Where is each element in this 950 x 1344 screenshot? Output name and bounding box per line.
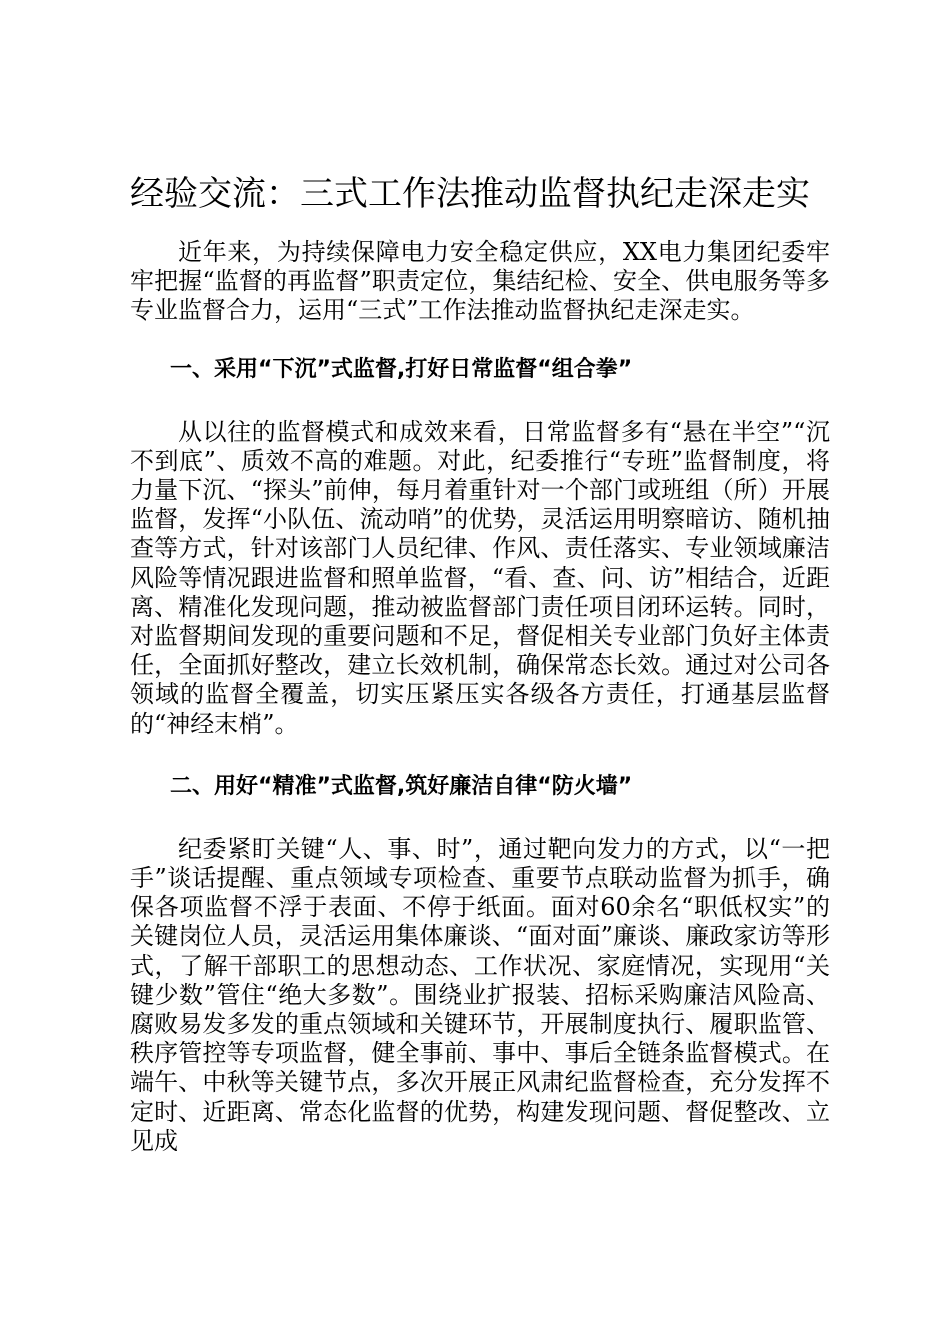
section-2-heading: 二、用好“精准”式监督,筑好廉洁自律“防火墙” — [170, 773, 633, 799]
section-1-body: 从以往的监督模式和成效来看，日常监督多有“悬在半空”“沉不到底”、质效不高的难题。对此，纪委推行“专班”监督制度，将力量下沉、“探头”前伸，每月着重针对一个部门或班组（所）开展监督，发挥“小队伍、流动哨”的优势，灵活运用明察暗访、随机抽查等方式，针对该部门人员纪律、作风、责任落实、专业领域廉洁风险等情况跟进监督和照单监督，“看、查、问、访”相结合，近距离、精准化发现问题，推动被监督部门责任项目闭环运转。同时，对监督期间发现的重要问题和不足，督促相关专业部门负好主体责任，全面抓好整改，建立长效机制，确保常态长效。通过对公司各领域的监督全覆盖，切实压紧压实各级各方责任，打通基层监督的“神经末梢”。 — [130, 417, 830, 738]
intro-paragraph: 近年来，为持续保障电力安全稳定供应，XX电力集团纪委牢牢把握“监督的再监督”职责定位，集结纪检、安全、供电服务等多专业监督合力，运用“三式”工作法推动监督执纪走深走实。 — [130, 238, 830, 325]
section-2-body: 纪委紧盯关键“人、事、时”，通过靶向发力的方式，以“一把手”谈话提醒、重点领域专项检查、重要节点联动监督为抓手，确保各项监督不浮于表面、不停于纸面。面对60余名“职低权实”的关键岗位人员，灵活运用集体廉谈、“面对面”廉谈、廉政家访等形式，了解干部职工的思想动态、工作状况、家庭情况，实现用“关键少数”管住“绝大多数”。围绕业扩报装、招标采购廉洁风险高、腐败易发多发的重点领域和关键环节，开展制度执行、履职监管、秩序管控等专项监督，健全事前、事中、事后全链条监督模式。在端午、中秋等关键节点，多次开展正风肃纪监督检查，充分发挥不定时、近距离、常态化监督的优势，构建发现问题、督促整改、立见成 — [130, 834, 830, 1155]
section-1-heading: 一、采用“下沉”式监督,打好日常监督“组合拳” — [170, 356, 633, 382]
document-title: 经验交流：三式工作法推动监督执纪走深走实 — [130, 174, 810, 214]
document-page — [130, 170, 830, 1156]
